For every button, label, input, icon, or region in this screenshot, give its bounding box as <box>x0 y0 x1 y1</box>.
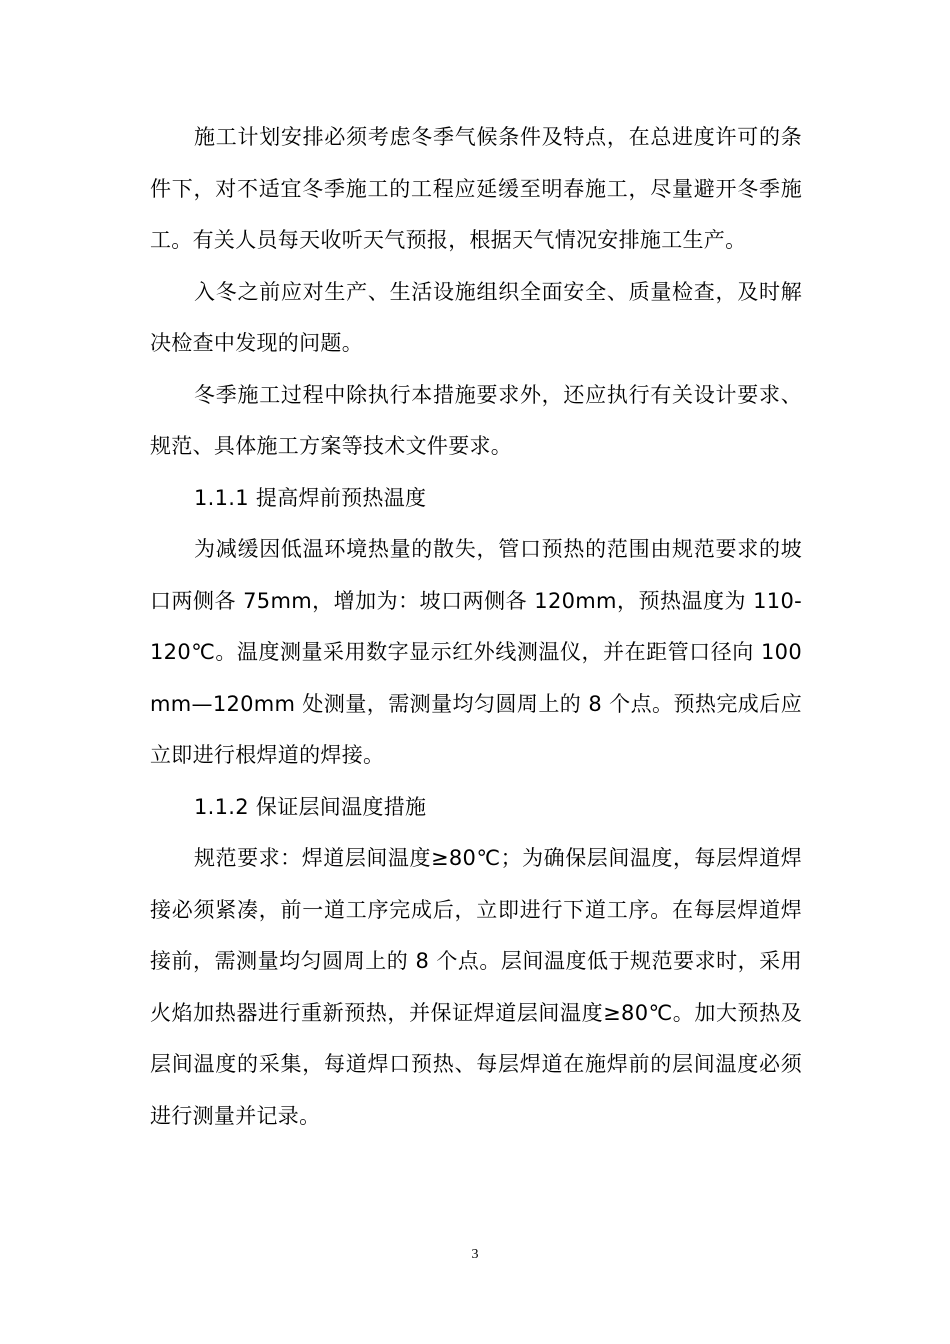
section-heading-interpass: 1.1.2 保证层间温度措施 <box>194 794 427 819</box>
paragraph-winter-planning: 施工计划安排必须考虑冬季气候条件及特点，在总进度许可的条件下，对不适宜冬季施工的工程应延缓至明春施工，尽量避开冬季施工。有关人员每天收听天气预报，根据天气情况安排施工生产。 <box>150 125 802 252</box>
paragraph-interpass-details: 规范要求：焊道层间温度≥80℃；为确保层间温度，每层焊道焊接必须紧凑，前一道工序完成后，立即进行下道工序。在每层焊道焊接前，需测量均匀圆周上的 8 个点。层间温度低于规范要求时，采用火焰加热器进行重新预热，并保证焊道层间温度≥80℃。加大预热及层间温度的采集，每道焊口预热、每层焊道在施焊前的层间温度必须进行测量并记录。 <box>150 846 802 1128</box>
document-body <box>150 112 802 1142</box>
page-number: 3 <box>471 1247 479 1262</box>
paragraph-pre-winter-inspection: 入冬之前应对生产、生活设施组织全面安全、质量检查，及时解决检查中发现的问题。 <box>150 279 802 355</box>
section-heading-preheat: 1.1.1 提高焊前预热温度 <box>194 485 427 510</box>
paragraph-preheat-details: 为减缓因低温环境热量的散失，管口预热的范围由规范要求的坡口两侧各 75mm，增加为：坡口两侧各 120mm，预热温度为 110-120℃。温度测量采用数字显示红外线测温仪，并在距管口径向 100mm—120mm 处测量，需测量均匀圆周上的 8 个点。预热完成后应立即进行根焊道的焊接。 <box>150 537 802 767</box>
paragraph-technical-requirements: 冬季施工过程中除执行本措施要求外，还应执行有关设计要求、规范、具体施工方案等技术文件要求。 <box>150 382 802 458</box>
